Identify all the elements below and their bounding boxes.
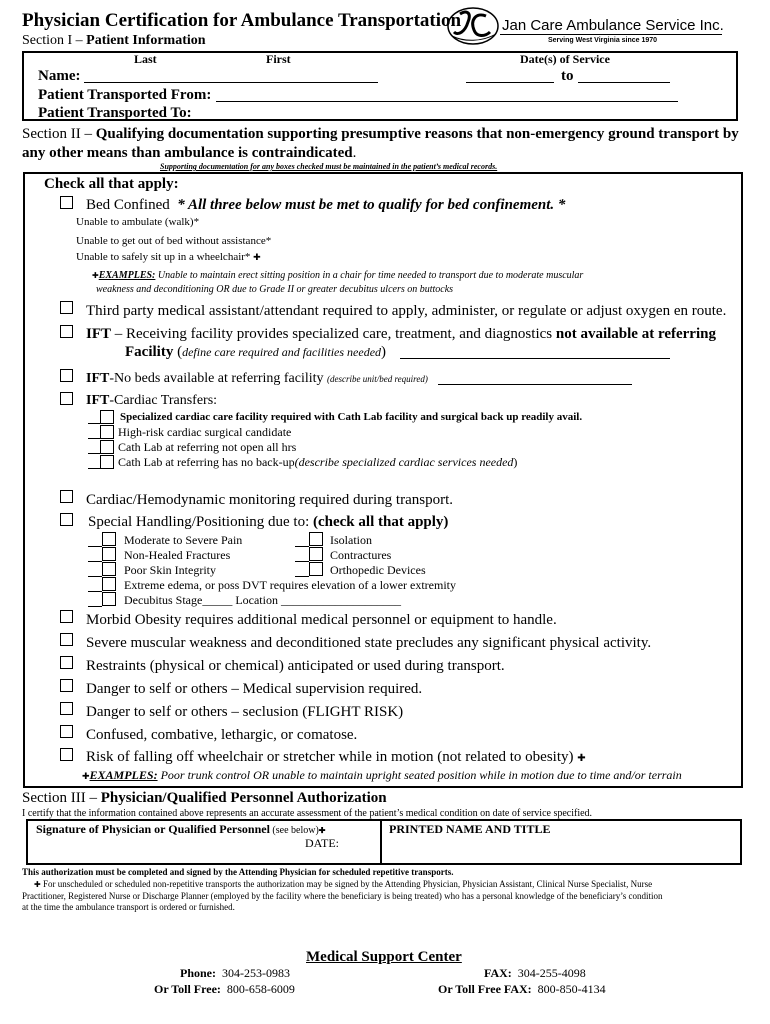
cardiac-monitor-label: Cardiac/Hemodynamic monitoring required during transport. bbox=[86, 492, 453, 508]
date-to-label: to bbox=[561, 68, 574, 84]
handling-item: Non-Healed Fractures bbox=[124, 548, 231, 562]
bed-item: Unable to safely sit up in a wheelchair* ✚ bbox=[76, 251, 261, 263]
condition-label: Restraints (physical or chemical) anticipated or used during transport. bbox=[86, 658, 505, 674]
special-handling-checkbox[interactable] bbox=[60, 513, 73, 526]
cardiac-checkbox[interactable] bbox=[100, 440, 114, 454]
ift-label: IFT – Receiving facility provides specialized care, treatment, and diagnostics not available at referring bbox=[86, 326, 716, 342]
ift-nobeds-field[interactable] bbox=[438, 384, 632, 385]
ift-facility-field[interactable] bbox=[400, 358, 670, 359]
condition-checkbox[interactable] bbox=[60, 633, 73, 646]
third-party-checkbox[interactable] bbox=[60, 301, 73, 314]
handling-checkbox[interactable] bbox=[309, 532, 323, 546]
cardiac-checkbox[interactable] bbox=[100, 425, 114, 439]
company-name: Jan Care Ambulance Service Inc. bbox=[502, 17, 724, 34]
toll-free: Or Toll Free: 800-658-6009 bbox=[154, 982, 295, 996]
name-label: Name: bbox=[38, 68, 81, 84]
cardiac-item: Cath Lab at referring has no back-up(describe specialized cardiac services needed) bbox=[118, 455, 518, 469]
transported-to-label: Patient Transported To: bbox=[38, 105, 192, 121]
bed-confined-checkbox[interactable] bbox=[60, 196, 73, 209]
bed-confined-label: Bed Confined * All three below must be met to qualify for bed confinement. * bbox=[86, 197, 566, 213]
date-label[interactable]: DATE: bbox=[305, 836, 339, 850]
col-dates-label: Date(s) of Service bbox=[520, 52, 610, 66]
condition-label: Confused, combative, lethargic, or comatose. bbox=[86, 727, 358, 743]
ift-cardiac-label: IFT-Cardiac Transfers: bbox=[86, 393, 218, 408]
handling-checkbox[interactable] bbox=[309, 547, 323, 561]
check-all-label: Check all that apply: bbox=[44, 176, 179, 192]
signature-label[interactable]: Signature of Physician or Qualified Personnel (see below)✚ bbox=[36, 822, 326, 836]
company-logo-icon bbox=[446, 6, 500, 46]
condition-checkbox[interactable] bbox=[60, 656, 73, 669]
section2-heading-line2: any other means than ambulance is contraindicated. bbox=[22, 145, 357, 161]
ift-nobeds-label: IFT-No beds available at referring facility (describe unit/bed required) bbox=[86, 371, 428, 386]
handling-checkbox[interactable] bbox=[102, 532, 116, 546]
handling-item: Extreme edema, or poss DVT requires elevation of a lower extremity bbox=[124, 578, 456, 592]
condition-checkbox[interactable] bbox=[60, 679, 73, 692]
section3-heading: Section III – Physician/Qualified Personnel Authorization bbox=[22, 790, 387, 806]
handling-checkbox[interactable] bbox=[309, 562, 323, 576]
section1-heading: Section I – Patient Information bbox=[22, 33, 206, 48]
cardiac-checkbox[interactable] bbox=[100, 455, 114, 469]
special-handling-label: Special Handling/Positioning due to: (check all that apply) bbox=[88, 514, 449, 530]
bed-examples: ✚EXAMPLES: Unable to maintain erect sitting position in a chair for time needed to transport due to moderate muscular bbox=[92, 270, 584, 281]
auth-bold-text: This authorization must be completed and signed by the Attending Physician for scheduled repetitive transports. bbox=[22, 867, 454, 877]
certify-text: I certify that the information contained above represents an accurate assessment of the patient’s medical condition on date of service specified. bbox=[22, 808, 593, 819]
cardiac-checkbox[interactable] bbox=[100, 410, 114, 424]
cross-icon: ✚ bbox=[577, 753, 586, 764]
auth-text: ✚ For unscheduled or scheduled non-repetitive transports the authorization may be signed by the Attending Physician, Physician Assistant, Clinical Nurse Specialist, Nurse bbox=[34, 879, 653, 889]
handling-checkbox[interactable] bbox=[102, 562, 116, 576]
name-field[interactable] bbox=[84, 82, 378, 83]
documentation-note: Supporting documentation for any boxes checked must be maintained in the patient’s medical records. bbox=[160, 162, 498, 171]
medical-support-center-title: Medical Support Center bbox=[306, 949, 462, 965]
auth-text: Practitioner, Registered Nurse or Discharge Planner (employed by the facility where the beneficiary is being treated) who has a personal knowledge of the beneficiary’s condition bbox=[22, 891, 663, 901]
form-title: Physician Certification for Ambulance Transportation bbox=[22, 10, 462, 31]
condition-label: Morbid Obesity requires additional medical personnel or equipment to handle. bbox=[86, 612, 557, 628]
ift-nobeds-checkbox[interactable] bbox=[60, 369, 73, 382]
col-first-label: First bbox=[266, 52, 291, 66]
cardiac-item: Specialized cardiac care facility required with Cath Lab facility and surgical back up readily avail. bbox=[120, 411, 583, 423]
third-party-label: Third party medical assistant/attendant required to apply, administer, or regulate or adjust oxygen en route. bbox=[86, 303, 727, 319]
handling-checkbox[interactable] bbox=[102, 577, 116, 591]
condition-checkbox[interactable] bbox=[60, 702, 73, 715]
handling-item: Decubitus Stage_____ Location ____________________ bbox=[124, 593, 401, 607]
handling-item: Contractures bbox=[330, 548, 392, 562]
condition-checkbox[interactable] bbox=[60, 725, 73, 738]
bed-item: Unable to ambulate (walk)* bbox=[76, 216, 200, 228]
printed-name-label[interactable]: PRINTED NAME AND TITLE bbox=[389, 822, 551, 836]
handling-item: Moderate to Severe Pain bbox=[124, 533, 243, 547]
condition-checkbox[interactable] bbox=[60, 748, 73, 761]
handling-item: Isolation bbox=[330, 533, 372, 547]
cardiac-item: Cath Lab at referring not open all hrs bbox=[118, 440, 297, 454]
handling-checkbox[interactable] bbox=[102, 547, 116, 561]
fall-examples: ✚EXAMPLES: Poor trunk control OR unable to maintain upright seated position while in motion due to time and/or terrain bbox=[82, 768, 682, 782]
handling-checkbox[interactable] bbox=[102, 592, 116, 606]
fax: FAX: 304-255-4098 bbox=[484, 966, 586, 980]
transported-to-field[interactable] bbox=[216, 119, 678, 120]
transported-from-field[interactable] bbox=[216, 101, 678, 102]
condition-checkbox[interactable] bbox=[60, 610, 73, 623]
ift-checkbox[interactable] bbox=[60, 325, 73, 338]
condition-label: Severe muscular weakness and deconditioned state precludes any significant physical activity. bbox=[86, 635, 652, 651]
cardiac-monitor-checkbox[interactable] bbox=[60, 490, 73, 503]
condition-label: Danger to self or others – Medical supervision required. bbox=[86, 681, 423, 697]
ift-cardiac-checkbox[interactable] bbox=[60, 392, 73, 405]
condition-label: Danger to self or others – seclusion (FLIGHT RISK) bbox=[86, 704, 404, 720]
col-last-label: Last bbox=[134, 52, 157, 66]
auth-text: at the time the ambulance transport is ordered or furnished. bbox=[22, 902, 235, 912]
handling-item: Poor Skin Integrity bbox=[124, 563, 216, 577]
bed-examples-line2: weakness and deconditioning OR due to Grade II or greater decubitus ulcers on buttocks bbox=[96, 284, 454, 295]
date-from-field[interactable] bbox=[466, 82, 554, 83]
ift-facility-label: Facility (define care required and facilities needed) bbox=[125, 344, 387, 360]
condition-label: Risk of falling off wheelchair or stretcher while in motion (not related to obesity) ✚ bbox=[86, 749, 586, 765]
date-to-field[interactable] bbox=[578, 82, 670, 83]
cross-icon: ✚ bbox=[253, 252, 261, 262]
toll-free-fax: Or Toll Free FAX: 800-850-4134 bbox=[438, 982, 606, 996]
section2-heading: Section II – Qualifying documentation supporting presumptive reasons that non-emergency ground transport by bbox=[22, 126, 739, 142]
cardiac-item: High-risk cardiac surgical candidate bbox=[118, 425, 292, 439]
company-tagline: Serving West Virginia since 1970 bbox=[548, 37, 658, 44]
phone: Phone: 304-253-0983 bbox=[180, 966, 290, 980]
transported-from-label: Patient Transported From: bbox=[38, 87, 212, 103]
bed-item: Unable to get out of bed without assistance* bbox=[76, 235, 272, 247]
handling-item: Orthopedic Devices bbox=[330, 563, 426, 577]
